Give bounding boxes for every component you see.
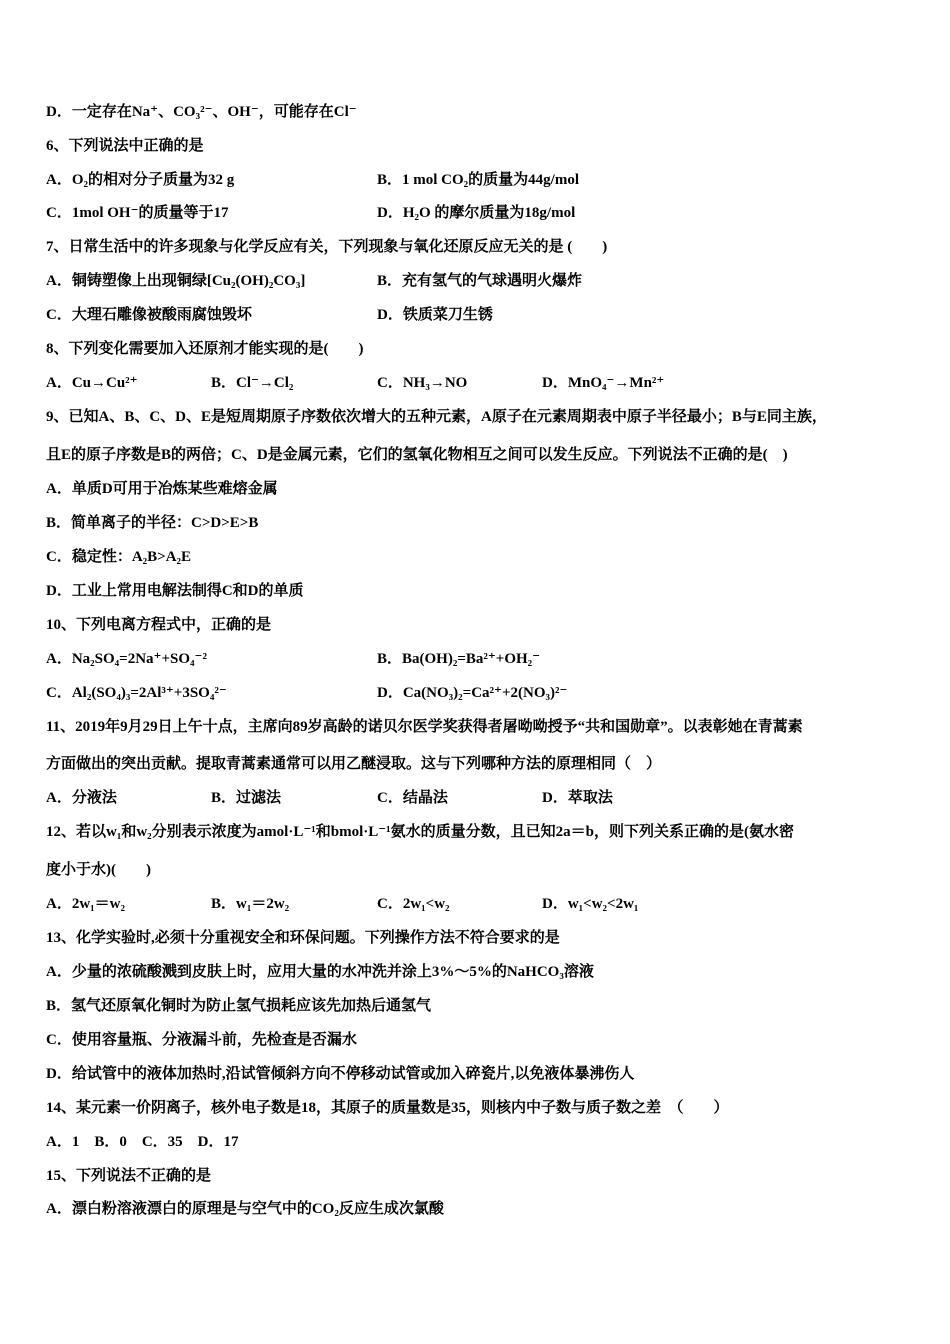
q11-stem-line1: 11、2019年9月29日上午十点，主席向89岁高龄的诺贝尔医学奖获得者屠呦呦授予“共和国勋章”。以表彰她在青蒿素: [46, 719, 803, 735]
q11-stem-line2: 方面做出的突出贡献。提取青蒿素通常可以用乙醚浸取。这与下列哪种方法的原理相同（ ）: [46, 756, 662, 772]
q11-option-d: D．萃取法: [542, 790, 613, 806]
q14-stem: 14、某元素一价阴离子，核外电子数是18，其原子的质量数是35，则核内中子数与质子数之差 （ ）: [46, 1100, 729, 1116]
q9-stem-line1: 9、已知A、B、C、D、E是短周期原子序数依次增大的五种元素，A原子在元素周期表中原子半径最小；B与E同主族，: [46, 409, 827, 425]
q12-option-a: A．2w₁＝w₂: [46, 896, 125, 912]
q14-options: A．1 B．0 C．35 D．17: [46, 1134, 239, 1150]
q6-option-a: A．O₂的相对分子质量为32 g: [46, 172, 235, 188]
q15-stem: 15、下列说法不正确的是: [46, 1168, 212, 1184]
q13-option-d: D．给试管中的液体加热时,沿试管倾斜方向不停移动试管或加入碎瓷片,以免液体暴沸伤人: [46, 1066, 635, 1082]
q5-option-d: D．一定存在Na⁺、CO₃²⁻、OH⁻，可能存在Cl⁻: [46, 104, 357, 120]
q8-option-a: A．Cu→Cu²⁺: [46, 375, 138, 391]
q9-stem-line2: 且E的原子序数是B的两倍；C、D是金属元素，它们的氢氧化物相互之间可以发生反应。下列说法不正确的是( ): [46, 447, 788, 463]
q10-option-c: C．Al₂(SO₄)₃=2Al³⁺+3SO₄²⁻: [46, 685, 227, 701]
q6-option-c: C．1mol OH⁻的质量等于17: [46, 205, 229, 221]
q6-option-b: B．1 mol CO₂的质量为44g/mol: [377, 172, 579, 188]
q12-option-d: D．w₁<w₂<2w₁: [542, 896, 639, 912]
q7-option-b: B．充有氢气的气球遇明火爆炸: [377, 273, 583, 289]
q7-option-a: A．铜铸塑像上出现铜绿[Cu₂(OH)₂CO₃]: [46, 273, 306, 289]
q10-option-d: D．Ca(NO₃)₂=Ca²⁺+2(NO₃)²⁻: [377, 685, 568, 701]
q8-option-b: B．Cl⁻→Cl₂: [211, 375, 294, 391]
q6-stem: 6、下列说法中正确的是: [46, 138, 204, 154]
q8-option-d: D．MnO₄⁻→Mn²⁺: [542, 375, 665, 391]
q7-option-c: C．大理石雕像被酸雨腐蚀毁坏: [46, 307, 252, 323]
q8-option-c: C．NH₃→NO: [377, 375, 468, 391]
q10-option-b: B．Ba(OH)₂=Ba²⁺+OH₂⁻: [377, 651, 541, 667]
q13-option-a: A．少量的浓硫酸溅到皮肤上时，应用大量的水冲洗并涂上3%～5%的NaHCO₃溶液: [46, 964, 594, 980]
q9-option-a: A．单质D可用于冶炼某些难熔金属: [46, 481, 278, 497]
q9-option-c: C．稳定性：A₂B>A₂E: [46, 549, 192, 565]
q9-option-d: D．工业上常用电解法制得C和D的单质: [46, 583, 304, 599]
q12-option-b: B．w₁＝2w₂: [211, 896, 290, 912]
q12-stem-line2: 度小于水)( ): [46, 862, 151, 878]
q7-stem: 7、日常生活中的许多现象与化学反应有关，下列现象与氧化还原反应无关的是 ( ): [46, 239, 608, 255]
q15-option-a: A．漂白粉溶液漂白的原理是与空气中的CO₂反应生成次氯酸: [46, 1201, 444, 1217]
q13-stem: 13、化学实验时,必须十分重视安全和环保问题。下列操作方法不符合要求的是: [46, 930, 560, 946]
q6-option-d: D．H₂O 的摩尔质量为18g/mol: [377, 205, 576, 221]
q12-option-c: C．2w₁<w₂: [377, 896, 450, 912]
q11-option-a: A．分液法: [46, 790, 117, 806]
q9-option-b: B．简单离子的半径：C>D>E>B: [46, 515, 259, 531]
q12-stem-line1: 12、若以w₁和w₂分别表示浓度为amol·L⁻¹和bmol·L⁻¹氨水的质量分数，且已知2a＝b，则下列关系正确的是(氨水密: [46, 824, 795, 840]
q13-option-b: B．氢气还原氧化铜时为防止氢气损耗应该先加热后通氢气: [46, 998, 432, 1014]
q7-option-d: D．铁质菜刀生锈: [377, 307, 493, 323]
q11-option-b: B．过滤法: [211, 790, 282, 806]
q13-option-c: C．使用容量瓶、分液漏斗前，先检查是否漏水: [46, 1032, 357, 1048]
q10-option-a: A．Na₂SO₄=2Na⁺+SO₄⁻²: [46, 651, 207, 667]
q8-stem: 8、下列变化需要加入还原剂才能实现的是( ): [46, 341, 364, 357]
q10-stem: 10、下列电离方程式中，正确的是: [46, 617, 272, 633]
q11-option-c: C．结晶法: [377, 790, 448, 806]
